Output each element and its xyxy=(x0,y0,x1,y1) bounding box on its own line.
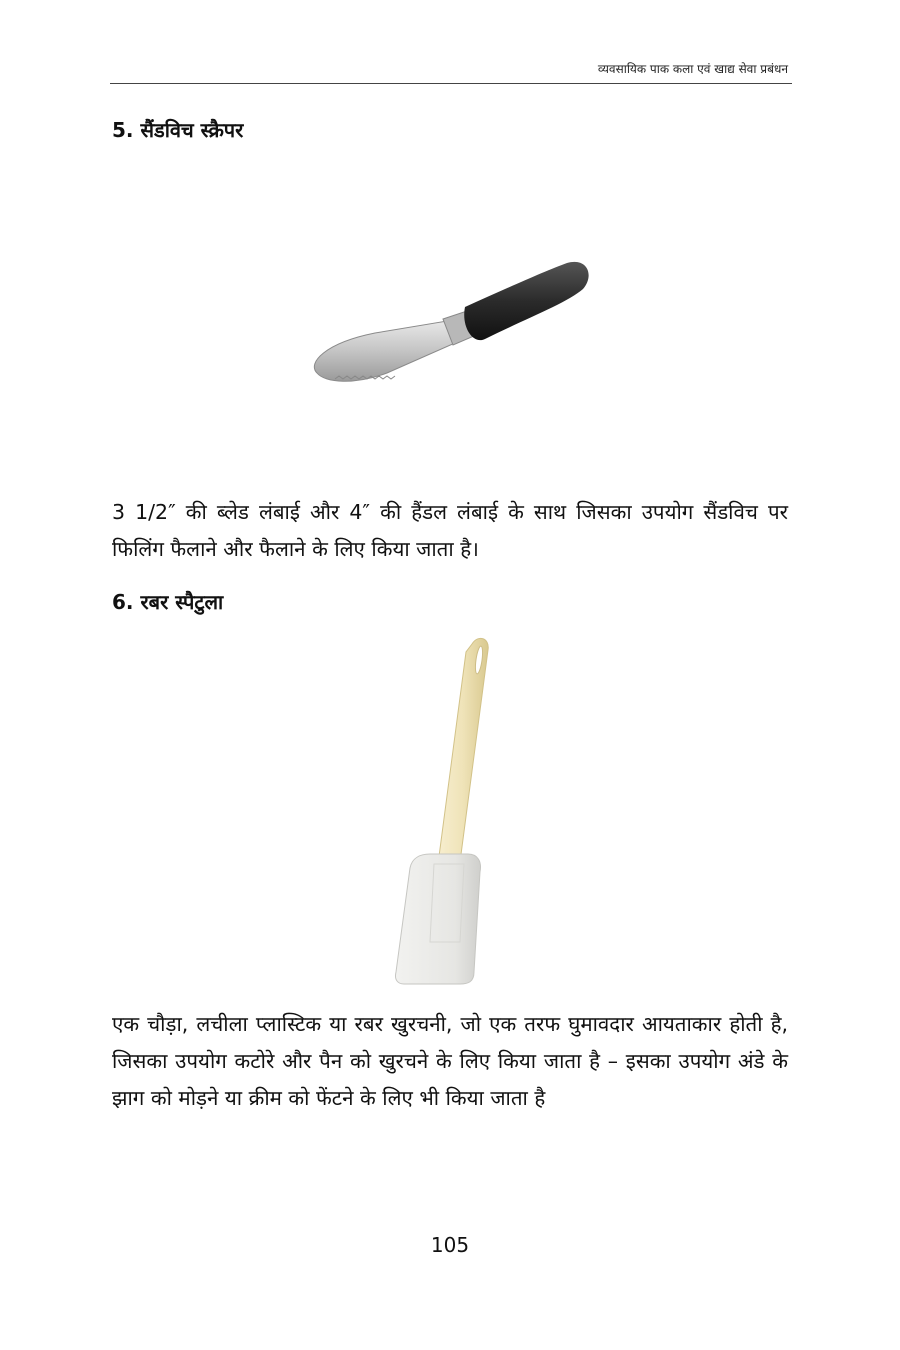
sandwich-scraper-icon xyxy=(305,255,595,395)
running-head: व्यवसायिक पाक कला एवं खाद्य सेवा प्रबंधन xyxy=(597,62,788,76)
rubber-spatula-icon xyxy=(390,632,490,988)
description-rubber-spatula: एक चौड़ा, लचीला प्लास्टिक या रबर खुरचनी, जो एक तरफ घुमावदार आयताकार होती है, जिसका उपयोग कटोरे और पैन को खुरचने के लिए किया जाता है – इसका उपयोग अंडे के झाग को मोड़ने या क्रीम को फेंटने के लिए भी किया जाता है xyxy=(112,1012,788,1110)
description-sandwich-scraper: 3 1/2″ की ब्लेड लंबाई और 4″ की हैंडल लंबाई के साथ जिसका उपयोग सैंडविच पर फिलिंग फैलाने और फैलाने के लिए किया जाता है। xyxy=(112,500,788,561)
page-number: 105 xyxy=(430,1233,470,1257)
section-title-rubber-spatula: 6. रबर स्पैटुला xyxy=(112,590,224,614)
header-rule xyxy=(110,83,792,84)
section-title-sandwich-scraper: 5. सैंडविच स्क्रैपर xyxy=(112,118,244,142)
